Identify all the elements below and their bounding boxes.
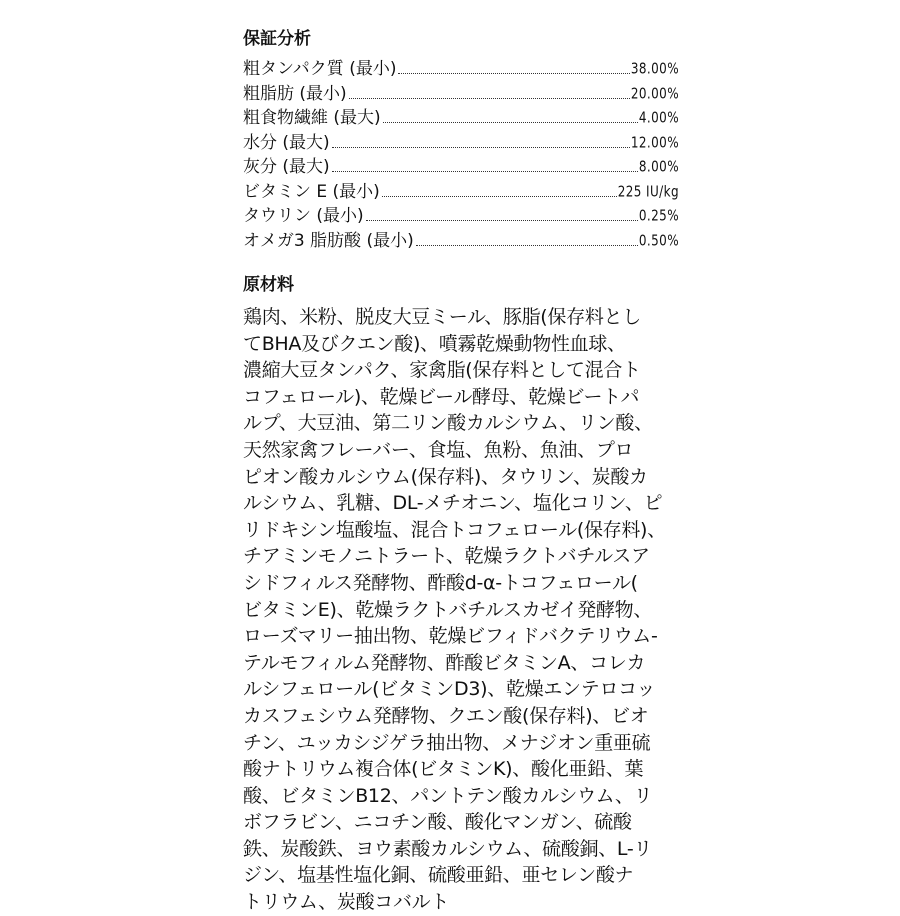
analysis-label: 水分 (最大) — [243, 132, 330, 153]
analysis-label: ビタミン E (最小) — [243, 181, 380, 202]
analysis-row — [243, 177, 679, 202]
ingredients-line: 鶏肉、米粉、脱皮大豆ミール、豚脂(保存料とし — [243, 306, 641, 328]
guaranteed-analysis-heading: 保証分析 — [243, 29, 311, 49]
analysis-row — [243, 152, 679, 177]
analysis-label: 灰分 (最大) — [243, 157, 330, 177]
analysis-value: 4.00% — [638, 108, 679, 126]
analysis-row — [243, 128, 679, 153]
ingredients-heading: 原材料 — [243, 275, 294, 295]
analysis-value: 225 IU/kg — [617, 182, 679, 200]
analysis-row — [243, 54, 679, 79]
ingredients-line: ボフラビン、ニコチン酸、酸化マンガン、硫酸 — [243, 811, 632, 834]
analysis-row — [243, 79, 679, 104]
ingredients-line: ローズマリー抽出物、乾燥ビフィドバクテリウム- — [243, 625, 658, 648]
ingredients-line: ルシフェロール(ビタミンD3)、乾燥エンテロコッ — [243, 678, 656, 701]
ingredients-text — [243, 304, 688, 916]
analysis-label: 粗タンパク質 (最小) — [243, 59, 397, 79]
ingredients-line: シドフィルス発酵物、酢酸d-α-トコフェロール( — [243, 571, 638, 594]
ingredients-line: 濃縮大豆タンパク、家禽脂(保存料として混合ト — [243, 359, 641, 382]
ingredients-line: ジン、塩基性塩化銅、硫酸亜鉛、亜セレン酸ナ — [243, 864, 634, 887]
ingredients-section — [243, 274, 693, 916]
dot-leader — [383, 122, 638, 123]
ingredients-line: 鉄、炭酸鉄、ヨウ素酸カルシウム、硫酸銅、L-リ — [243, 837, 653, 860]
dot-leader — [382, 196, 617, 197]
ingredients-line: 天然家禽フレーバー、食塩、魚粉、魚油、プロ — [243, 438, 634, 461]
analysis-table — [243, 54, 693, 250]
ingredients-line: チアミンモノニトラート、乾燥ラクトバチルスア — [243, 545, 650, 568]
ingredients-line: コフェロール)、乾燥ビール酵母、乾燥ビートパ — [243, 385, 640, 408]
ingredients-line: ルシウム、乳糖、DL-メチオニン、塩化コリン、ピ — [243, 492, 663, 515]
analysis-value: 0.25% — [638, 206, 679, 224]
ingredients-line: ビタミンE)、乾燥ラクトバチルスカゼイ発酵物、 — [243, 598, 653, 621]
ingredients-line: カスフェシウム発酵物、クエン酸(保存料)、ビオ — [243, 704, 649, 727]
dot-leader — [349, 98, 630, 99]
ingredients-line: 酸ナトリウム複合体(ビタミンK)、酸化亜鉛、葉 — [243, 758, 644, 781]
analysis-label: 粗脂肪 (最小) — [243, 83, 347, 104]
analysis-row — [243, 226, 679, 251]
ingredients-line: てBHA及びクエン酸)、噴霧乾燥動物性血球、 — [243, 332, 626, 355]
label-document — [243, 28, 693, 916]
guaranteed-analysis-section — [243, 28, 693, 250]
ingredients-line: トリウム、炭酸コバルト — [243, 891, 450, 914]
analysis-value: 38.00% — [630, 59, 679, 77]
dot-leader — [416, 245, 638, 246]
analysis-value: 0.50% — [638, 231, 679, 249]
analysis-value: 12.00% — [630, 133, 679, 151]
ingredients-line: ルプ、大豆油、第二リン酸カルシウム、リン酸、 — [243, 412, 653, 435]
analysis-label: タウリン (最小) — [243, 206, 364, 226]
ingredients-line: ピオン酸カルシウム(保存料)、タウリン、炭酸カ — [243, 465, 648, 488]
analysis-value: 8.00% — [638, 157, 679, 175]
ingredients-line: 酸、ビタミンB12、パントテン酸カルシウム、リ — [243, 784, 653, 807]
dot-leader — [332, 147, 630, 148]
ingredients-line: チン、ユッカシジゲラ抽出物、メナジオン重亜硫 — [243, 731, 651, 754]
dot-leader — [332, 171, 638, 172]
dot-leader — [366, 220, 638, 221]
dot-leader — [398, 73, 629, 74]
ingredients-line: リドキシン塩酸塩、混合トコフェロール(保存料)、 — [243, 518, 666, 541]
analysis-row — [243, 103, 679, 128]
analysis-value: 20.00% — [630, 84, 679, 102]
analysis-label: オメガ3 脂肪酸 (最小) — [243, 230, 414, 251]
analysis-row — [243, 201, 679, 226]
ingredients-line: テルモフィルム発酵物、酢酸ビタミンA、コレカ — [243, 651, 646, 674]
analysis-label: 粗食物繊維 (最大) — [243, 108, 381, 128]
